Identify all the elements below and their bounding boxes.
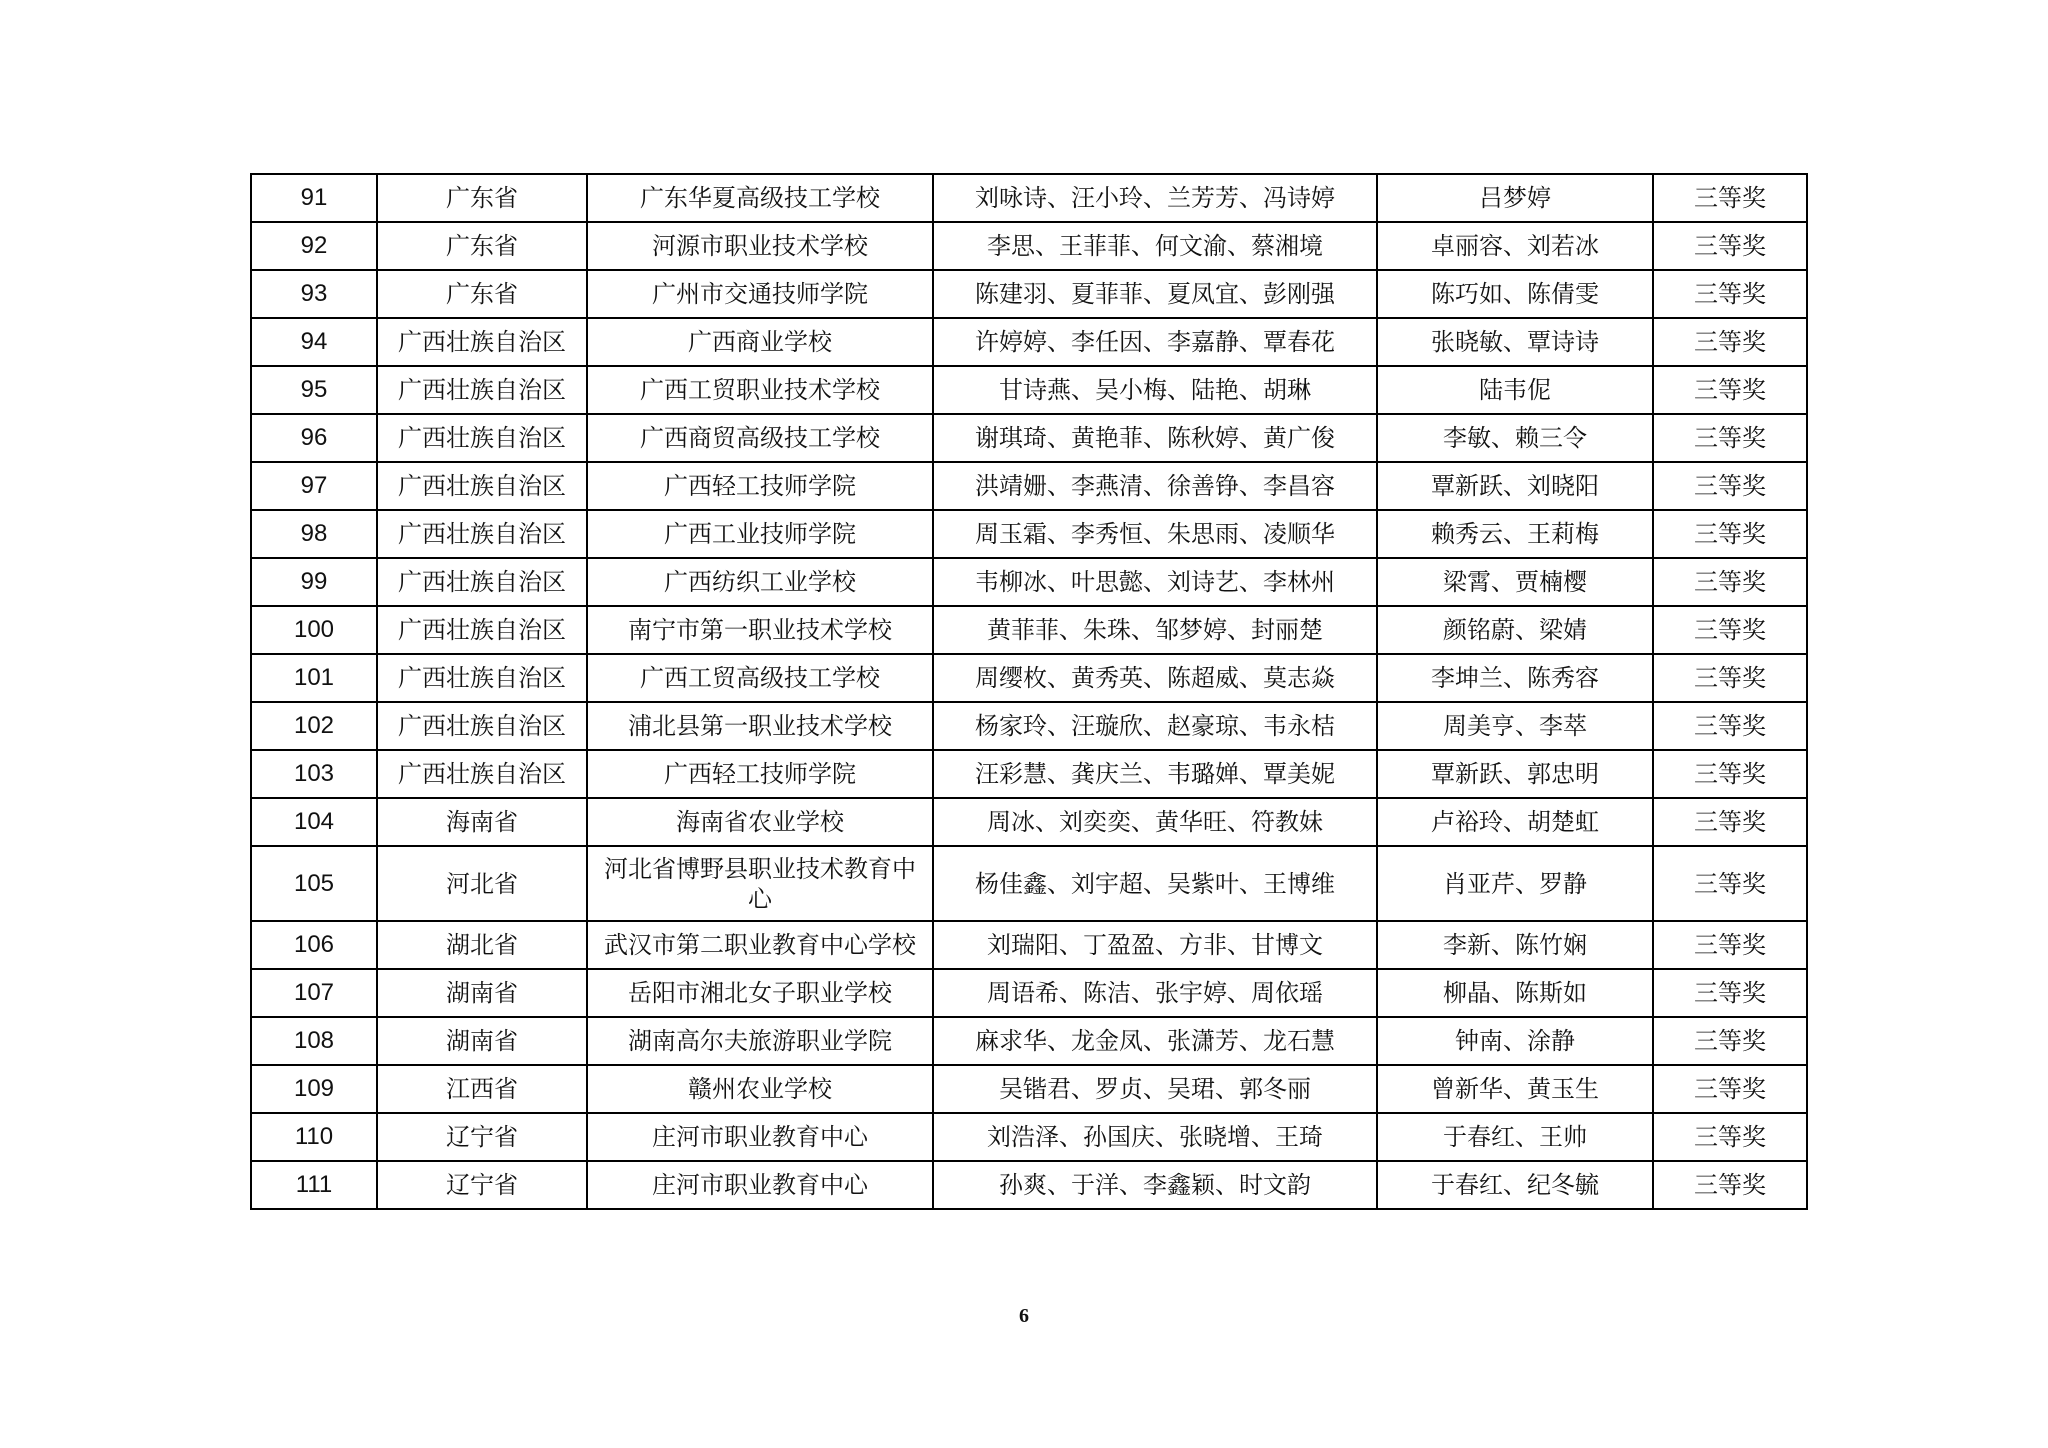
cell-students: 麻求华、龙金凤、张潇芳、龙石慧	[933, 1017, 1377, 1065]
cell-province: 广东省	[377, 174, 587, 222]
cell-number: 105	[251, 846, 377, 921]
cell-school: 广西纺织工业学校	[587, 558, 933, 606]
cell-school: 河源市职业技术学校	[587, 222, 933, 270]
cell-school: 庄河市职业教育中心	[587, 1113, 933, 1161]
cell-number: 109	[251, 1065, 377, 1113]
table-row	[251, 318, 1807, 366]
cell-number: 92	[251, 222, 377, 270]
table-row	[251, 798, 1807, 846]
cell-award: 三等奖	[1653, 174, 1807, 222]
cell-number: 102	[251, 702, 377, 750]
table-row	[251, 1065, 1807, 1113]
cell-school: 广西工贸高级技工学校	[587, 654, 933, 702]
cell-province: 广西壮族自治区	[377, 750, 587, 798]
cell-number: 100	[251, 606, 377, 654]
cell-award: 三等奖	[1653, 921, 1807, 969]
cell-teachers: 陆韦伲	[1377, 366, 1653, 414]
cell-students: 周语希、陈洁、张宇婷、周依瑶	[933, 969, 1377, 1017]
cell-teachers: 陈巧如、陈倩雯	[1377, 270, 1653, 318]
table-row	[251, 750, 1807, 798]
cell-award: 三等奖	[1653, 1113, 1807, 1161]
cell-teachers: 肖亚芹、罗静	[1377, 846, 1653, 921]
cell-province: 广西壮族自治区	[377, 654, 587, 702]
cell-award: 三等奖	[1653, 654, 1807, 702]
cell-award: 三等奖	[1653, 270, 1807, 318]
cell-province: 广西壮族自治区	[377, 702, 587, 750]
cell-teachers: 于春红、王帅	[1377, 1113, 1653, 1161]
cell-teachers: 颜铭蔚、梁婧	[1377, 606, 1653, 654]
cell-province: 广东省	[377, 222, 587, 270]
cell-award: 三等奖	[1653, 702, 1807, 750]
page-number: 6	[1019, 1305, 1029, 1327]
cell-award: 三等奖	[1653, 510, 1807, 558]
cell-school: 河北省博野县职业技术教育中心	[587, 846, 933, 921]
cell-teachers: 卢裕玲、胡楚虹	[1377, 798, 1653, 846]
cell-province: 广西壮族自治区	[377, 606, 587, 654]
cell-province: 广西壮族自治区	[377, 462, 587, 510]
cell-school: 湖南高尔夫旅游职业学院	[587, 1017, 933, 1065]
cell-number: 107	[251, 969, 377, 1017]
table-row	[251, 654, 1807, 702]
cell-school: 赣州农业学校	[587, 1065, 933, 1113]
cell-students: 周玉霜、李秀恒、朱思雨、凌顺华	[933, 510, 1377, 558]
table-row	[251, 1017, 1807, 1065]
cell-school: 武汉市第二职业教育中心学校	[587, 921, 933, 969]
cell-teachers: 于春红、纪冬毓	[1377, 1161, 1653, 1209]
cell-number: 101	[251, 654, 377, 702]
cell-award: 三等奖	[1653, 366, 1807, 414]
cell-province: 广西壮族自治区	[377, 510, 587, 558]
cell-award: 三等奖	[1653, 222, 1807, 270]
cell-students: 刘咏诗、汪小玲、兰芳芳、冯诗婷	[933, 174, 1377, 222]
cell-teachers: 柳晶、陈斯如	[1377, 969, 1653, 1017]
cell-province: 广东省	[377, 270, 587, 318]
table-row	[251, 462, 1807, 510]
cell-school: 南宁市第一职业技术学校	[587, 606, 933, 654]
table-row	[251, 414, 1807, 462]
table-row	[251, 969, 1807, 1017]
cell-award: 三等奖	[1653, 414, 1807, 462]
cell-number: 97	[251, 462, 377, 510]
cell-school: 广西工业技师学院	[587, 510, 933, 558]
cell-teachers: 覃新跃、郭忠明	[1377, 750, 1653, 798]
cell-teachers: 覃新跃、刘晓阳	[1377, 462, 1653, 510]
table-row	[251, 1113, 1807, 1161]
cell-number: 98	[251, 510, 377, 558]
table-row	[251, 606, 1807, 654]
cell-students: 李思、王菲菲、何文渝、蔡湘境	[933, 222, 1377, 270]
cell-school: 广西商贸高级技工学校	[587, 414, 933, 462]
cell-province: 广西壮族自治区	[377, 366, 587, 414]
cell-teachers: 李坤兰、陈秀容	[1377, 654, 1653, 702]
table-row	[251, 702, 1807, 750]
cell-province: 湖北省	[377, 921, 587, 969]
cell-award: 三等奖	[1653, 1065, 1807, 1113]
cell-number: 110	[251, 1113, 377, 1161]
table-row	[251, 558, 1807, 606]
cell-award: 三等奖	[1653, 558, 1807, 606]
cell-award: 三等奖	[1653, 462, 1807, 510]
cell-teachers: 李新、陈竹娴	[1377, 921, 1653, 969]
cell-students: 洪靖姗、李燕清、徐善铮、李昌容	[933, 462, 1377, 510]
cell-award: 三等奖	[1653, 606, 1807, 654]
cell-teachers: 周美亨、李萃	[1377, 702, 1653, 750]
cell-province: 江西省	[377, 1065, 587, 1113]
cell-number: 108	[251, 1017, 377, 1065]
cell-school: 广西商业学校	[587, 318, 933, 366]
cell-students: 杨佳鑫、刘宇超、吴紫叶、王博维	[933, 846, 1377, 921]
table-row	[251, 921, 1807, 969]
cell-students: 甘诗燕、吴小梅、陆艳、胡琳	[933, 366, 1377, 414]
cell-teachers: 钟南、涂静	[1377, 1017, 1653, 1065]
cell-number: 94	[251, 318, 377, 366]
cell-award: 三等奖	[1653, 798, 1807, 846]
cell-students: 孙爽、于洋、李鑫颖、时文韵	[933, 1161, 1377, 1209]
cell-school: 庄河市职业教育中心	[587, 1161, 933, 1209]
cell-province: 辽宁省	[377, 1161, 587, 1209]
table-row	[251, 510, 1807, 558]
cell-number: 104	[251, 798, 377, 846]
table-row	[251, 270, 1807, 318]
cell-school: 广西工贸职业技术学校	[587, 366, 933, 414]
cell-students: 周缨枚、黄秀英、陈超威、莫志焱	[933, 654, 1377, 702]
cell-award: 三等奖	[1653, 1161, 1807, 1209]
cell-teachers: 吕梦婷	[1377, 174, 1653, 222]
cell-number: 93	[251, 270, 377, 318]
cell-number: 91	[251, 174, 377, 222]
cell-school: 广东华夏高级技工学校	[587, 174, 933, 222]
cell-province: 湖南省	[377, 969, 587, 1017]
cell-teachers: 卓丽容、刘若冰	[1377, 222, 1653, 270]
cell-province: 河北省	[377, 846, 587, 921]
cell-province: 广西壮族自治区	[377, 558, 587, 606]
cell-students: 汪彩慧、龚庆兰、韦璐婵、覃美妮	[933, 750, 1377, 798]
cell-teachers: 李敏、赖三令	[1377, 414, 1653, 462]
awards-table	[250, 173, 1808, 1210]
table-row	[251, 366, 1807, 414]
cell-teachers: 曾新华、黄玉生	[1377, 1065, 1653, 1113]
cell-students: 陈建羽、夏菲菲、夏凤宜、彭刚强	[933, 270, 1377, 318]
cell-school: 浦北县第一职业技术学校	[587, 702, 933, 750]
cell-award: 三等奖	[1653, 846, 1807, 921]
cell-students: 韦柳冰、叶思懿、刘诗艺、李林州	[933, 558, 1377, 606]
awards-table-body	[251, 174, 1807, 1209]
cell-students: 周冰、刘奕奕、黄华旺、符教妹	[933, 798, 1377, 846]
cell-school: 广州市交通技师学院	[587, 270, 933, 318]
cell-number: 96	[251, 414, 377, 462]
table-row	[251, 846, 1807, 921]
cell-province: 广西壮族自治区	[377, 318, 587, 366]
cell-province: 湖南省	[377, 1017, 587, 1065]
cell-students: 刘瑞阳、丁盈盈、方非、甘博文	[933, 921, 1377, 969]
table-row	[251, 1161, 1807, 1209]
cell-province: 辽宁省	[377, 1113, 587, 1161]
cell-number: 103	[251, 750, 377, 798]
cell-school: 广西轻工技师学院	[587, 750, 933, 798]
cell-award: 三等奖	[1653, 969, 1807, 1017]
cell-students: 刘浩泽、孙国庆、张晓增、王琦	[933, 1113, 1377, 1161]
cell-number: 99	[251, 558, 377, 606]
cell-teachers: 赖秀云、王莉梅	[1377, 510, 1653, 558]
table-row	[251, 174, 1807, 222]
cell-students: 杨家玲、汪璇欣、赵豪琼、韦永桔	[933, 702, 1377, 750]
cell-award: 三等奖	[1653, 750, 1807, 798]
cell-teachers: 张晓敏、覃诗诗	[1377, 318, 1653, 366]
cell-students: 谢琪琦、黄艳菲、陈秋婷、黄广俊	[933, 414, 1377, 462]
cell-students: 黄菲菲、朱珠、邹梦婷、封丽楚	[933, 606, 1377, 654]
cell-award: 三等奖	[1653, 1017, 1807, 1065]
cell-school: 广西轻工技师学院	[587, 462, 933, 510]
cell-teachers: 梁霄、贾楠樱	[1377, 558, 1653, 606]
cell-number: 95	[251, 366, 377, 414]
table-row	[251, 222, 1807, 270]
cell-students: 许婷婷、李任因、李嘉静、覃春花	[933, 318, 1377, 366]
cell-school: 海南省农业学校	[587, 798, 933, 846]
cell-school: 岳阳市湘北女子职业学校	[587, 969, 933, 1017]
cell-number: 106	[251, 921, 377, 969]
cell-province: 广西壮族自治区	[377, 414, 587, 462]
cell-students: 吴锴君、罗贞、吴珺、郭冬丽	[933, 1065, 1377, 1113]
cell-province: 海南省	[377, 798, 587, 846]
cell-number: 111	[251, 1161, 377, 1209]
cell-award: 三等奖	[1653, 318, 1807, 366]
